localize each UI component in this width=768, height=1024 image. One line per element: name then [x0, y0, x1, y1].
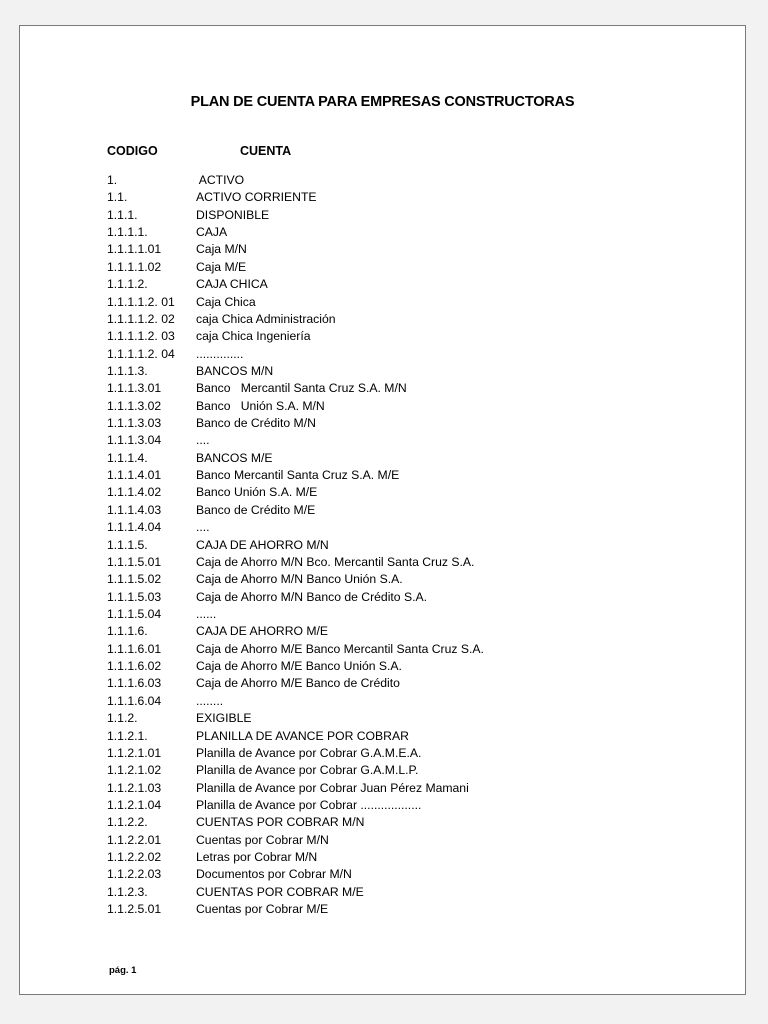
account-code: 1.1.1.4.01 — [107, 468, 162, 483]
account-row — [107, 276, 707, 293]
account-row — [107, 571, 707, 588]
account-row — [107, 675, 707, 692]
account-row — [107, 328, 707, 345]
account-code: 1.1.2.2.01 — [107, 832, 162, 847]
account-code: 1.1.1.6. — [107, 624, 148, 639]
account-row — [107, 814, 707, 831]
account-row — [107, 172, 707, 189]
account-code: 1.1.2.1.02 — [107, 763, 162, 778]
account-name: ........ — [196, 693, 224, 708]
account-row — [107, 380, 707, 397]
account-row — [107, 207, 707, 224]
account-name: BANCOS M/N — [196, 363, 274, 378]
account-code: 1.1.2.1.01 — [107, 745, 162, 760]
account-name: .... — [196, 433, 210, 448]
account-name: Planilla de Avance por Cobrar .................. — [196, 797, 422, 812]
account-code: 1.1.1.5.01 — [107, 554, 162, 569]
account-code: 1.1.2.1.03 — [107, 780, 162, 795]
account-row — [107, 224, 707, 241]
account-row — [107, 866, 707, 883]
account-code: 1.1.1.5. — [107, 537, 148, 552]
account-code: 1.1.1.6.02 — [107, 659, 162, 674]
account-name: Caja de Ahorro M/N Bco. Mercantil Santa Cruz S.A. — [196, 554, 475, 569]
account-row — [107, 432, 707, 449]
account-code: 1.1.2.5.01 — [107, 902, 162, 917]
account-name: CUENTAS POR COBRAR M/E — [196, 884, 364, 899]
account-row — [107, 294, 707, 311]
account-name: Planilla de Avance por Cobrar Juan Pérez Mamani — [196, 780, 469, 795]
account-name: PLANILLA DE AVANCE POR COBRAR — [196, 728, 409, 743]
account-code: 1.1.1. — [107, 207, 138, 222]
account-name: Cuentas por Cobrar M/E — [196, 902, 329, 917]
account-code: 1.1.1.1.2. 03 — [107, 329, 175, 344]
account-name: Caja M/E — [196, 259, 247, 274]
account-name: ACTIVO — [196, 173, 245, 187]
account-name: Documentos por Cobrar M/N — [196, 867, 352, 882]
account-code: 1.1.1.4.04 — [107, 520, 162, 535]
account-name: Caja M/N — [196, 242, 247, 257]
account-code: 1.1.1.3.03 — [107, 416, 162, 431]
account-code: 1.1.1.1.2. 01 — [107, 294, 175, 309]
account-list — [107, 172, 707, 918]
account-code: 1.1.1.6.04 — [107, 693, 162, 708]
account-row — [107, 728, 707, 745]
account-row — [107, 606, 707, 623]
column-header-code: CODIGO — [107, 144, 158, 158]
account-code: 1.1.1.3.01 — [107, 381, 162, 396]
account-code: 1.1.1.6.03 — [107, 676, 162, 691]
account-code: 1.1.1.4.03 — [107, 502, 162, 517]
account-code: 1.1.1.3.04 — [107, 433, 162, 448]
account-name: CAJA CHICA — [196, 277, 268, 292]
account-code: 1.1.1.1.01 — [107, 242, 162, 257]
account-row — [107, 415, 707, 432]
account-name: Planilla de Avance por Cobrar G.A.M.E.A. — [196, 745, 422, 760]
account-row — [107, 189, 707, 206]
account-name: CAJA DE AHORRO M/N — [196, 537, 329, 552]
account-code: 1.1.2.1. — [107, 728, 148, 743]
account-name: Banco Mercantil Santa Cruz S.A. M/E — [196, 468, 400, 483]
account-code: 1.1.2.2.03 — [107, 867, 162, 882]
account-code: 1.1.1.4.02 — [107, 485, 162, 500]
account-name: ACTIVO CORRIENTE — [196, 190, 317, 205]
account-name: Caja de Ahorro M/N Banco Unión S.A. — [196, 572, 403, 587]
account-code: 1.1.1.6.01 — [107, 641, 162, 656]
account-row — [107, 467, 707, 484]
account-name: ...... — [196, 606, 217, 621]
account-row — [107, 693, 707, 710]
account-row — [107, 832, 707, 849]
account-name: Banco Unión S.A. M/N — [196, 398, 325, 413]
account-code: 1.1.2. — [107, 711, 138, 726]
account-name: Caja de Ahorro M/E Banco de Crédito — [196, 676, 400, 691]
account-code: 1.1.1.2. — [107, 277, 148, 292]
account-name: Caja de Ahorro M/E Banco Unión S.A. — [196, 659, 402, 674]
account-row — [107, 311, 707, 328]
account-name: Letras por Cobrar M/N — [196, 850, 318, 865]
account-name: Caja de Ahorro M/N Banco de Crédito S.A. — [196, 589, 428, 604]
account-row — [107, 363, 707, 380]
document-page — [19, 25, 746, 995]
account-code: 1.1.1.3.02 — [107, 398, 162, 413]
account-row — [107, 519, 707, 536]
account-row — [107, 537, 707, 554]
column-header-account: CUENTA — [240, 144, 292, 158]
account-row — [107, 450, 707, 467]
account-name: Planilla de Avance por Cobrar G.A.M.L.P. — [196, 763, 419, 778]
account-row — [107, 484, 707, 501]
account-name: caja Chica Ingeniería — [196, 329, 311, 344]
account-code: 1.1.2.2.02 — [107, 850, 162, 865]
account-code: 1.1.1.4. — [107, 450, 148, 465]
account-row — [107, 780, 707, 797]
account-code: 1.1.1.1.2. 02 — [107, 311, 175, 326]
account-name: EXIGIBLE — [196, 711, 252, 726]
account-row — [107, 259, 707, 276]
account-name: CAJA DE AHORRO M/E — [196, 624, 329, 639]
account-row — [107, 762, 707, 779]
account-row — [107, 502, 707, 519]
account-name: CAJA — [196, 225, 228, 240]
account-code: 1.1.2.2. — [107, 815, 148, 830]
account-row — [107, 241, 707, 258]
account-code: 1.1.1.5.02 — [107, 572, 162, 587]
account-name: .... — [196, 520, 210, 535]
account-code: 1.1.1.1.02 — [107, 259, 162, 274]
document-title: PLAN DE CUENTA PARA EMPRESAS CONSTRUCTORAS — [190, 94, 575, 110]
account-row — [107, 398, 707, 415]
account-row — [107, 658, 707, 675]
account-name: Banco Mercantil Santa Cruz S.A. M/N — [196, 381, 407, 396]
account-name: BANCOS M/E — [196, 450, 273, 465]
account-name: Caja de Ahorro M/E Banco Mercantil Santa Cruz S.A. — [196, 641, 484, 656]
account-code: 1.1.1.5.03 — [107, 589, 162, 604]
account-name: DISPONIBLE — [196, 207, 270, 222]
account-row — [107, 623, 707, 640]
account-code: 1.1. — [107, 190, 128, 205]
account-name: Banco de Crédito M/E — [196, 502, 316, 517]
account-name: Caja Chica — [196, 294, 256, 309]
account-code: 1.1.1.1. — [107, 225, 148, 240]
account-name: .............. — [196, 346, 244, 361]
account-code: 1. — [107, 173, 118, 187]
account-code: 1.1.1.1.2. 04 — [107, 346, 175, 361]
account-name: CUENTAS POR COBRAR M/N — [196, 815, 365, 830]
account-row — [107, 641, 707, 658]
account-name: Banco Unión S.A. M/E — [196, 485, 318, 500]
account-row — [107, 710, 707, 727]
account-code: 1.1.2.1.04 — [107, 797, 162, 812]
account-code: 1.1.1.3. — [107, 363, 148, 378]
account-row — [107, 554, 707, 571]
account-name: Cuentas por Cobrar M/N — [196, 832, 329, 847]
account-row — [107, 797, 707, 814]
account-row — [107, 849, 707, 866]
account-code: 1.1.2.3. — [107, 884, 148, 899]
page-number: pág. 1 — [109, 965, 137, 976]
account-row — [107, 589, 707, 606]
account-row — [107, 884, 707, 901]
account-name: caja Chica Administración — [196, 311, 336, 326]
account-row — [107, 346, 707, 363]
account-code: 1.1.1.5.04 — [107, 606, 162, 621]
account-row — [107, 745, 707, 762]
account-name: Banco de Crédito M/N — [196, 416, 316, 431]
account-row — [107, 901, 707, 918]
